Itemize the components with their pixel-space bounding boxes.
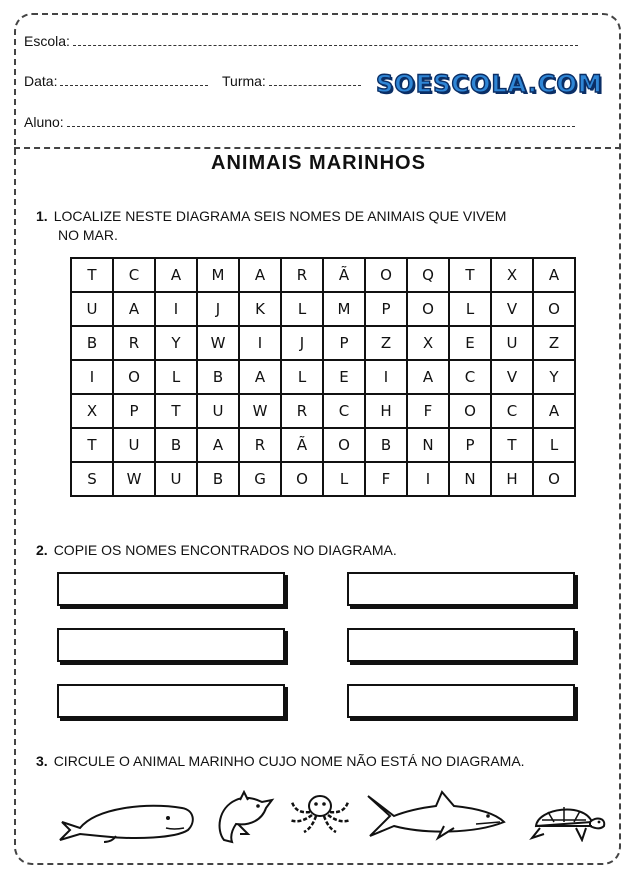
question-1-line1: LOCALIZE NESTE DIAGRAMA SEIS NOMES DE ANIMAIS QUE VIVEM [53, 208, 507, 224]
header-separator [14, 147, 621, 149]
grid-cell[interactable]: B [197, 462, 239, 496]
grid-cell[interactable]: X [71, 394, 113, 428]
grid-cell[interactable]: N [407, 428, 449, 462]
site-logo: SOESCOLA.COM [376, 70, 603, 98]
aluno-label: Aluno: [24, 114, 64, 130]
question-3-text: CIRCULE O ANIMAL MARINHO CUJO NOME NÃO ESTÁ NO DIAGRAMA. [53, 753, 525, 769]
grid-cell[interactable]: Y [533, 360, 575, 394]
grid-cell[interactable]: P [323, 326, 365, 360]
grid-cell[interactable]: A [197, 428, 239, 462]
escola-line[interactable] [73, 45, 578, 46]
grid-cell[interactable]: V [491, 292, 533, 326]
grid-cell[interactable]: W [239, 394, 281, 428]
grid-cell[interactable]: W [197, 326, 239, 360]
dolphin-icon[interactable] [210, 790, 276, 844]
grid-cell[interactable]: A [407, 360, 449, 394]
grid-cell[interactable]: R [239, 428, 281, 462]
answer-box-3[interactable] [57, 628, 285, 662]
grid-cell[interactable]: T [491, 428, 533, 462]
question-3-number: 3. [36, 753, 48, 769]
grid-cell[interactable]: O [113, 360, 155, 394]
grid-cell[interactable]: V [491, 360, 533, 394]
grid-cell[interactable]: R [281, 394, 323, 428]
grid-cell[interactable]: C [491, 394, 533, 428]
grid-cell[interactable]: O [407, 292, 449, 326]
grid-cell[interactable]: J [281, 326, 323, 360]
grid-cell[interactable]: T [71, 258, 113, 292]
grid-cell[interactable]: L [155, 360, 197, 394]
grid-cell[interactable]: E [323, 360, 365, 394]
grid-cell[interactable]: A [155, 258, 197, 292]
answer-box-4[interactable] [347, 628, 575, 662]
grid-cell[interactable]: Ã [323, 258, 365, 292]
grid-cell[interactable]: Y [155, 326, 197, 360]
grid-cell[interactable]: E [449, 326, 491, 360]
grid-cell[interactable]: L [449, 292, 491, 326]
turma-label: Turma: [222, 73, 266, 89]
grid-cell[interactable]: U [491, 326, 533, 360]
word-search-grid[interactable] [70, 257, 576, 497]
aluno-field[interactable] [24, 114, 575, 130]
grid-cell[interactable]: I [71, 360, 113, 394]
grid-cell[interactable]: U [197, 394, 239, 428]
grid-cell[interactable]: C [449, 360, 491, 394]
turtle-icon[interactable] [526, 798, 608, 842]
grid-cell[interactable]: H [365, 394, 407, 428]
page-title: ANIMAIS MARINHOS [211, 152, 426, 174]
grid-cell[interactable]: R [281, 258, 323, 292]
grid-cell[interactable]: A [533, 394, 575, 428]
grid-cell[interactable]: I [407, 462, 449, 496]
grid-cell[interactable]: P [365, 292, 407, 326]
question-1-line2: NO MAR. [58, 227, 118, 243]
answer-box-5[interactable] [57, 684, 285, 718]
grid-cell[interactable]: C [323, 394, 365, 428]
grid-cell[interactable]: O [449, 394, 491, 428]
grid-cell[interactable]: X [407, 326, 449, 360]
grid-cell[interactable]: S [71, 462, 113, 496]
octopus-icon[interactable] [286, 790, 354, 834]
grid-cell[interactable]: H [491, 462, 533, 496]
grid-cell[interactable]: T [449, 258, 491, 292]
grid-cell[interactable]: B [155, 428, 197, 462]
grid-cell[interactable]: Ã [281, 428, 323, 462]
grid-cell[interactable]: Z [533, 326, 575, 360]
whale-icon[interactable] [56, 796, 198, 844]
grid-cell[interactable]: P [113, 394, 155, 428]
grid-row [71, 394, 575, 428]
grid-row [71, 258, 575, 292]
grid-cell[interactable]: R [113, 326, 155, 360]
grid-cell[interactable]: O [533, 462, 575, 496]
grid-row [71, 428, 575, 462]
grid-cell[interactable]: L [281, 360, 323, 394]
answer-box-2[interactable] [347, 572, 575, 606]
grid-row [71, 292, 575, 326]
grid-cell[interactable]: P [449, 428, 491, 462]
grid-cell[interactable]: B [197, 360, 239, 394]
grid-cell[interactable]: A [239, 258, 281, 292]
shark-icon[interactable] [364, 788, 510, 842]
data-field[interactable] [24, 73, 208, 89]
grid-cell[interactable]: N [449, 462, 491, 496]
grid-cell[interactable]: F [365, 462, 407, 496]
grid-cell[interactable]: A [239, 360, 281, 394]
grid-cell[interactable]: L [533, 428, 575, 462]
grid-cell[interactable]: X [491, 258, 533, 292]
grid-cell[interactable]: M [197, 258, 239, 292]
answer-box-1[interactable] [57, 572, 285, 606]
turma-line[interactable] [269, 85, 361, 86]
grid-row [71, 360, 575, 394]
grid-cell[interactable]: B [71, 326, 113, 360]
grid-cell[interactable]: U [71, 292, 113, 326]
question-3 [36, 752, 525, 771]
grid-cell[interactable]: W [113, 462, 155, 496]
grid-cell[interactable]: M [323, 292, 365, 326]
question-1 [36, 207, 506, 245]
grid-cell[interactable]: T [71, 428, 113, 462]
grid-cell[interactable]: O [533, 292, 575, 326]
grid-row [71, 326, 575, 360]
grid-cell[interactable]: F [407, 394, 449, 428]
answer-box-6[interactable] [347, 684, 575, 718]
grid-cell[interactable]: I [239, 326, 281, 360]
question-2 [36, 541, 397, 560]
grid-cell[interactable]: A [113, 292, 155, 326]
grid-cell[interactable]: T [155, 394, 197, 428]
grid-cell[interactable]: A [533, 258, 575, 292]
grid-cell[interactable]: Z [365, 326, 407, 360]
grid-cell[interactable]: C [113, 258, 155, 292]
grid-cell[interactable]: B [365, 428, 407, 462]
question-2-text: COPIE OS NOMES ENCONTRADOS NO DIAGRAMA. [53, 542, 397, 558]
question-1-number: 1. [36, 208, 48, 224]
grid-cell[interactable]: Q [407, 258, 449, 292]
grid-cell[interactable]: U [113, 428, 155, 462]
grid-cell[interactable]: L [323, 462, 365, 496]
grid-cell[interactable]: J [197, 292, 239, 326]
escola-label: Escola: [24, 33, 70, 49]
turma-field[interactable] [222, 73, 361, 89]
grid-cell[interactable]: G [239, 462, 281, 496]
grid-cell[interactable]: I [155, 292, 197, 326]
grid-cell[interactable]: K [239, 292, 281, 326]
grid-cell[interactable]: L [281, 292, 323, 326]
aluno-line[interactable] [67, 126, 575, 127]
question-2-number: 2. [36, 542, 48, 558]
data-label: Data: [24, 73, 58, 89]
escola-field[interactable] [24, 33, 578, 49]
grid-cell[interactable]: U [155, 462, 197, 496]
grid-cell[interactable]: O [281, 462, 323, 496]
data-line[interactable] [60, 85, 208, 86]
grid-cell[interactable]: O [365, 258, 407, 292]
grid-row [71, 462, 575, 496]
grid-cell[interactable]: I [365, 360, 407, 394]
grid-cell[interactable]: O [323, 428, 365, 462]
